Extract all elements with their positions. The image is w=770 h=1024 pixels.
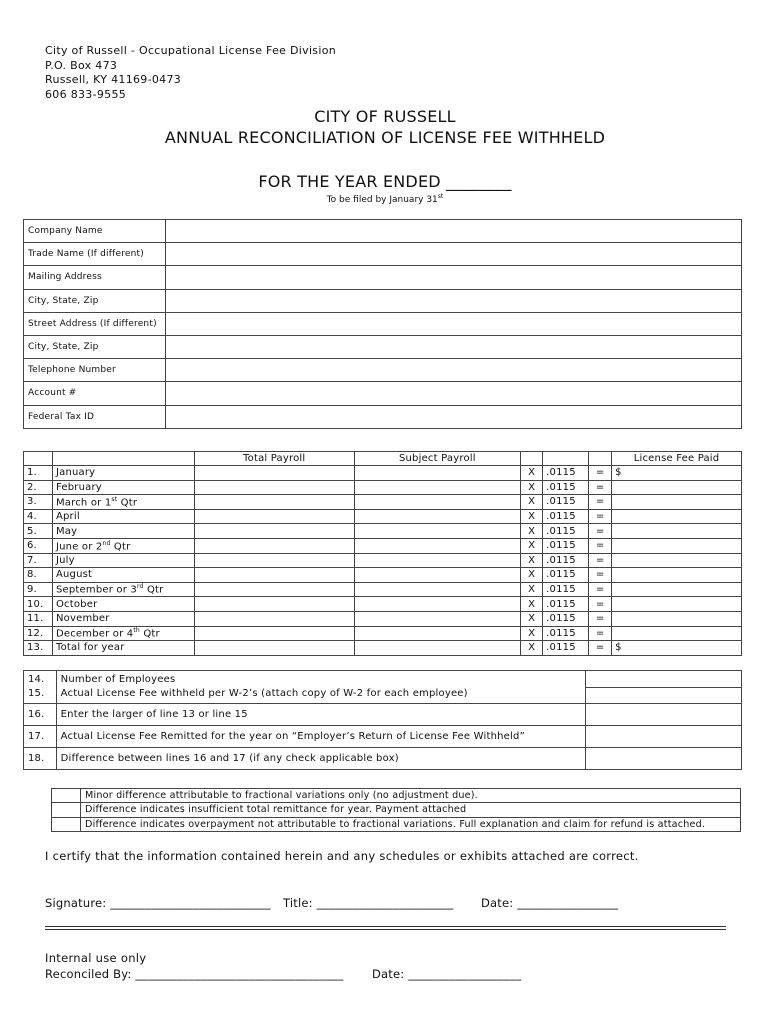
line-number: 9. <box>24 582 53 597</box>
multiply-sign: X <box>521 626 543 641</box>
total-payroll-field[interactable] <box>194 553 354 568</box>
subject-payroll-field[interactable] <box>354 597 521 612</box>
equals-sign: = <box>589 611 612 626</box>
period-text: May <box>55 525 78 537</box>
equals-sign: = <box>589 538 612 553</box>
year-ended-line[interactable]: FOR THE YEAR ENDED ________ <box>258 172 512 191</box>
info-field-input[interactable] <box>166 359 742 382</box>
actual-fee-withheld-label: Actual License Fee withheld per W-2’s (attach copy of W-2 for each employee) <box>60 688 468 699</box>
total-payroll-field[interactable] <box>194 480 354 495</box>
period-suffix: Qtr <box>139 628 160 640</box>
title-field[interactable]: Title: _______________________ <box>283 896 454 910</box>
recon-row-14-15 <box>24 671 742 704</box>
address-line: 606 833-9555 <box>45 87 127 101</box>
info-field-input[interactable] <box>166 289 742 312</box>
multiply-sign: X <box>521 553 543 568</box>
license-fee-paid-field[interactable] <box>612 568 742 583</box>
total-payroll-field[interactable] <box>194 466 354 481</box>
internal-date-field[interactable]: Date: ___________________ <box>372 967 522 981</box>
total-payroll-field[interactable] <box>194 524 354 539</box>
license-fee-paid-header: License Fee Paid <box>612 452 742 466</box>
subject-payroll-field[interactable] <box>354 568 521 583</box>
rate-value: .0115 <box>543 611 589 626</box>
internal-use-label: Internal use only <box>45 951 147 965</box>
period-label <box>52 480 194 495</box>
subject-payroll-field[interactable] <box>354 538 521 553</box>
line-number: 17. <box>24 726 57 748</box>
equals-sign: = <box>589 641 612 656</box>
number-of-employees-label: Number of Employees <box>60 674 176 685</box>
certification-statement: I certify that the information contained herein and any schedules or exhibits attached are correct. <box>45 849 639 863</box>
subject-payroll-field[interactable] <box>354 626 521 641</box>
period-sup: rd <box>137 583 144 591</box>
payroll-row <box>24 480 742 495</box>
total-payroll-field[interactable] <box>194 641 354 656</box>
multiply-sign: X <box>521 641 543 656</box>
line-number: 4. <box>24 509 53 524</box>
payroll-row <box>24 553 742 568</box>
info-field-input[interactable] <box>166 405 742 428</box>
multiply-sign: X <box>521 509 543 524</box>
equals-sign: = <box>589 509 612 524</box>
payroll-row <box>24 538 742 553</box>
info-row <box>24 266 742 289</box>
period-sup: th <box>133 627 140 635</box>
info-field-label: Street Address (If different) <box>24 312 166 335</box>
equals-sign: = <box>589 524 612 539</box>
info-field-input[interactable] <box>166 312 742 335</box>
line-number: 12. <box>24 626 53 641</box>
rate-value: .0115 <box>543 538 589 553</box>
subject-payroll-field[interactable] <box>354 524 521 539</box>
info-field-label: City, State, Zip <box>24 289 166 312</box>
info-row <box>24 289 742 312</box>
multiply-sign: X <box>521 495 543 510</box>
payroll-row <box>24 641 742 656</box>
actual-fee-remitted-field[interactable] <box>585 726 741 748</box>
period-text: July <box>55 554 75 566</box>
subject-payroll-field[interactable] <box>354 582 521 597</box>
info-row <box>24 312 742 335</box>
recon-row-16 <box>24 704 742 726</box>
period-suffix: Qtr <box>117 497 138 509</box>
info-field-label: City, State, Zip <box>24 335 166 358</box>
period-text: April <box>55 511 80 523</box>
line-number: 10. <box>24 597 53 612</box>
period-text: October <box>55 598 98 610</box>
difference-field[interactable] <box>585 748 741 770</box>
info-row <box>24 359 742 382</box>
equals-sign: = <box>589 568 612 583</box>
license-fee-paid-field[interactable] <box>612 509 742 524</box>
period-label <box>52 466 194 481</box>
total-payroll-field[interactable] <box>194 509 354 524</box>
line-number: 14. <box>28 674 45 685</box>
license-fee-paid-field[interactable] <box>612 626 742 641</box>
license-fee-paid-field[interactable] <box>612 495 742 510</box>
checkbox-row <box>52 817 741 831</box>
divider <box>45 929 726 930</box>
info-field-label: Account # <box>24 382 166 405</box>
subject-payroll-field[interactable] <box>354 480 521 495</box>
subject-payroll-field[interactable] <box>354 495 521 510</box>
larger-of-line-field[interactable] <box>585 704 741 726</box>
equals-sign: = <box>589 597 612 612</box>
total-payroll-field[interactable] <box>194 568 354 583</box>
rate-value: .0115 <box>543 553 589 568</box>
dollar-sign: $ <box>615 642 622 654</box>
company-info-table <box>23 219 742 429</box>
info-row <box>24 335 742 358</box>
total-payroll-field[interactable] <box>194 495 354 510</box>
equals-sign: = <box>589 553 612 568</box>
address-line: P.O. Box 473 <box>45 58 118 72</box>
period-text: January <box>55 467 96 479</box>
multiply-sign: X <box>521 524 543 539</box>
signature-field[interactable]: Signature: ___________________________ <box>45 896 271 910</box>
line-number: 7. <box>24 553 53 568</box>
total-payroll-field[interactable] <box>194 597 354 612</box>
period-text: June or 2 <box>55 540 103 552</box>
line-number: 3. <box>24 495 53 510</box>
line-number: 15. <box>28 688 45 699</box>
license-fee-paid-field[interactable] <box>612 582 742 597</box>
info-row <box>24 405 742 428</box>
rate-value: .0115 <box>543 509 589 524</box>
equals-sign: = <box>589 466 612 481</box>
rate-value: .0115 <box>543 480 589 495</box>
rate-value: .0115 <box>543 568 589 583</box>
address-line: Russell, KY 41169-0473 <box>45 73 182 87</box>
subject-payroll-header: Subject Payroll <box>354 452 521 466</box>
checkbox-minor-difference[interactable] <box>52 789 81 803</box>
line-number: 18. <box>24 748 57 770</box>
period-suffix: Qtr <box>143 584 164 596</box>
period-sup: nd <box>102 539 111 547</box>
license-fee-paid-field[interactable] <box>612 597 742 612</box>
reconciled-by-field[interactable]: Reconciled By: ___________________________________ <box>45 967 344 981</box>
payroll-table <box>23 451 742 656</box>
period-text: August <box>55 569 93 581</box>
info-field-label: Company Name <box>24 220 166 243</box>
multiply-sign: X <box>521 582 543 597</box>
rate-value: .0115 <box>543 641 589 656</box>
checkbox-label: Difference indicates insufficient total remittance for year. Payment attached <box>81 803 741 817</box>
period-label <box>52 553 194 568</box>
payroll-row <box>24 597 742 612</box>
info-field-label: Federal Tax ID <box>24 405 166 428</box>
period-sup: st <box>111 495 118 503</box>
line-number: 13. <box>24 641 53 656</box>
period-label <box>52 524 194 539</box>
info-field-input[interactable] <box>166 335 742 358</box>
checkbox-label: Difference indicates overpayment not attributable to fractional variations. Full explanation and claim for refund is attached. <box>81 817 741 831</box>
rate-value: .0115 <box>543 466 589 481</box>
info-field-input[interactable] <box>166 243 742 266</box>
period-label <box>52 509 194 524</box>
line-number: 1. <box>24 466 53 481</box>
payroll-row <box>24 611 742 626</box>
info-field-input[interactable] <box>166 382 742 405</box>
checkbox-row <box>52 789 741 803</box>
license-fee-paid-field[interactable] <box>612 466 742 481</box>
line-number: 5. <box>24 524 53 539</box>
equals-sign: = <box>589 495 612 510</box>
period-label <box>52 582 194 597</box>
payroll-row <box>24 524 742 539</box>
period-label <box>52 597 194 612</box>
rate-value: .0115 <box>543 524 589 539</box>
subject-payroll-field[interactable] <box>354 466 521 481</box>
period-text: September or 3 <box>55 584 137 596</box>
period-label <box>52 641 194 656</box>
period-text: February <box>55 481 102 493</box>
payroll-row <box>24 568 742 583</box>
line-number: 6. <box>24 538 53 553</box>
multiply-sign: X <box>521 568 543 583</box>
license-fee-paid-field[interactable] <box>612 538 742 553</box>
equals-sign: = <box>589 626 612 641</box>
subject-payroll-field[interactable] <box>354 641 521 656</box>
form-subtitle: ANNUAL RECONCILIATION OF LICENSE FEE WITHHELD <box>164 128 606 147</box>
period-suffix: Qtr <box>110 540 131 552</box>
actual-fee-remitted-label: Actual License Fee Remitted for the year on “Employer’s Return of License Fee Withheld” <box>56 726 585 748</box>
license-fee-paid-field[interactable] <box>612 524 742 539</box>
period-label <box>52 538 194 553</box>
info-field-label: Mailing Address <box>24 266 166 289</box>
info-row <box>24 243 742 266</box>
period-text: Total for year <box>55 642 125 654</box>
license-fee-paid-field[interactable] <box>612 553 742 568</box>
period-text: March or 1 <box>55 497 112 509</box>
payroll-header-row <box>24 452 742 466</box>
period-label <box>52 568 194 583</box>
payroll-row <box>24 582 742 597</box>
subject-payroll-field[interactable] <box>354 611 521 626</box>
rate-value: .0115 <box>543 495 589 510</box>
payroll-row <box>24 509 742 524</box>
license-fee-paid-field[interactable] <box>612 611 742 626</box>
recon-row-18 <box>24 748 742 770</box>
form-title: CITY OF RUSSELL <box>314 107 456 126</box>
due-text: To be filed by January 31 <box>326 195 438 205</box>
period-text: December or 4 <box>55 628 134 640</box>
info-row <box>24 382 742 405</box>
line-number: 2. <box>24 480 53 495</box>
period-label <box>52 611 194 626</box>
number-of-employees-field[interactable] <box>586 672 741 688</box>
recon-row-17 <box>24 726 742 748</box>
multiply-sign: X <box>521 611 543 626</box>
total-payroll-field[interactable] <box>194 538 354 553</box>
multiply-sign: X <box>521 538 543 553</box>
payroll-row <box>24 495 742 510</box>
equals-sign: = <box>589 480 612 495</box>
total-payroll-header: Total Payroll <box>194 452 354 466</box>
checkbox-insufficient-remittance[interactable] <box>52 803 81 817</box>
rate-value: .0115 <box>543 626 589 641</box>
equals-sign: = <box>589 582 612 597</box>
total-payroll-field[interactable] <box>194 626 354 641</box>
checkbox-row <box>52 803 741 817</box>
line-number: 11. <box>24 611 53 626</box>
license-fee-paid-field[interactable] <box>612 641 742 656</box>
period-label <box>52 495 194 510</box>
subject-payroll-field[interactable] <box>354 509 521 524</box>
reconciliation-table <box>23 670 742 770</box>
divider <box>45 926 726 927</box>
payroll-row <box>24 626 742 641</box>
rate-value: .0115 <box>543 582 589 597</box>
info-field-input[interactable] <box>166 266 742 289</box>
due-sup: st <box>437 193 444 200</box>
info-field-input[interactable] <box>166 220 742 243</box>
date-field[interactable]: Date: _________________ <box>481 896 619 910</box>
info-field-label: Trade Name (If different) <box>24 243 166 266</box>
multiply-sign: X <box>521 480 543 495</box>
info-field-label: Telephone Number <box>24 359 166 382</box>
period-text: November <box>55 613 110 625</box>
checkbox-overpayment[interactable] <box>52 817 81 831</box>
dollar-sign: $ <box>615 467 622 479</box>
payroll-row <box>24 466 742 481</box>
address-block <box>45 44 336 102</box>
subject-payroll-field[interactable] <box>354 553 521 568</box>
checkbox-label: Minor difference attributable to fractional variations only (no adjustment due). <box>81 789 741 803</box>
line-number: 16. <box>24 704 57 726</box>
larger-of-line-label: Enter the larger of line 13 or line 15 <box>56 704 585 726</box>
line-number: 8. <box>24 568 53 583</box>
address-line: City of Russell - Occupational License Fee Division <box>45 44 336 57</box>
multiply-sign: X <box>521 597 543 612</box>
difference-checkbox-table <box>51 788 741 832</box>
license-fee-paid-field[interactable] <box>612 480 742 495</box>
info-row <box>24 220 742 243</box>
actual-fee-withheld-field[interactable] <box>586 688 741 703</box>
difference-label: Difference between lines 16 and 17 (if any check applicable box) <box>56 748 585 770</box>
multiply-sign: X <box>521 466 543 481</box>
total-payroll-field[interactable] <box>194 582 354 597</box>
due-date-note <box>0 193 770 205</box>
total-payroll-field[interactable] <box>194 611 354 626</box>
rate-value: .0115 <box>543 597 589 612</box>
period-label <box>52 626 194 641</box>
